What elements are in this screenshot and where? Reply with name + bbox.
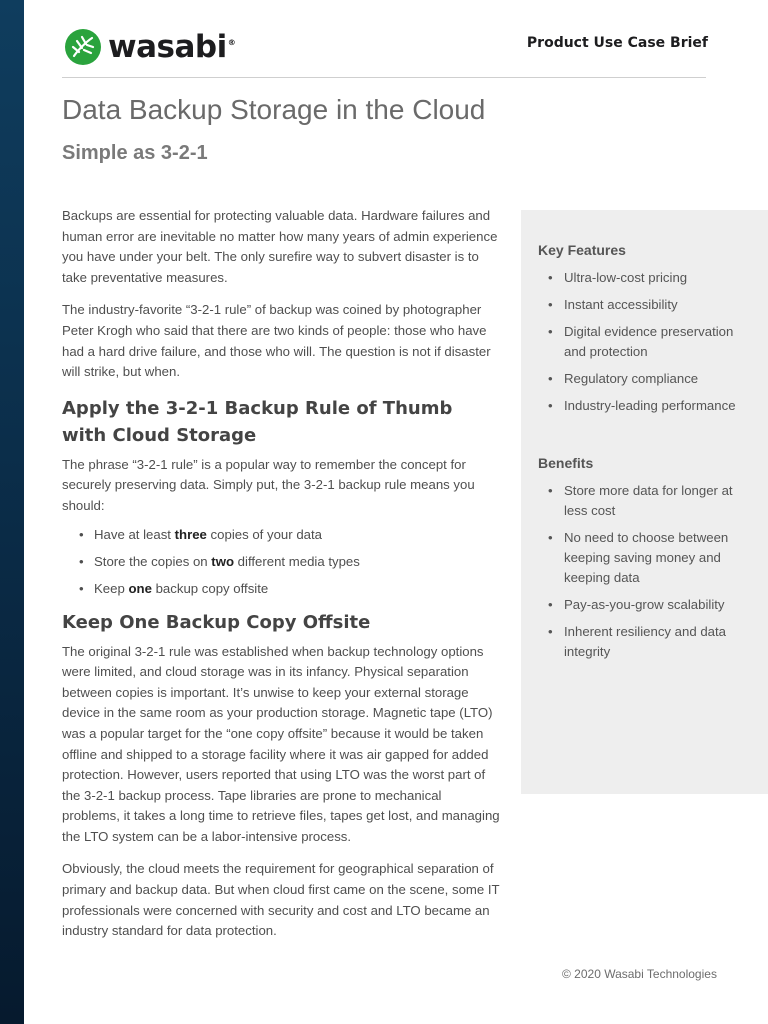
- rule-bullet-list: [62, 525, 502, 599]
- list-item: • Ultra-low-cost pricing: [548, 268, 748, 288]
- list-item: • Digital evidence preservation and protection: [548, 324, 734, 359]
- copyright-footer: © 2020 Wasabi Technologies: [562, 967, 717, 981]
- bullet-dot-icon: •: [79, 526, 84, 542]
- benefits-heading: Benefits: [538, 455, 594, 471]
- key-features-list: [548, 268, 748, 423]
- list-item: • Industry-leading performance: [548, 396, 748, 416]
- list-item: • Store more data for longer at less cost: [548, 483, 733, 518]
- bullet-dot-icon: •: [548, 324, 553, 339]
- main-column: [62, 206, 502, 954]
- wasabi-logo: [64, 28, 235, 66]
- list-item: • Inherent resiliency and data integrity: [548, 624, 727, 659]
- bullet-dot-icon: •: [548, 270, 553, 285]
- intro-paragraph: Backups are essential for protecting valuable data. Hardware failures and human error are inevitable no matter how many years of admin experience you have under your belt. The only surefire way to subvert disaster is to take preventative measures.: [62, 208, 498, 285]
- brief-type-label: Product Use Case Brief: [526, 35, 708, 51]
- header-divider: [62, 77, 706, 78]
- section-paragraph: The original 3-2-1 rule was established when backup technology options were limited, and cloud storage was in its infancy. Physical separation between copies is important. It’s unwise to keep your external storage device in the same room as your production storage. Magnetic tape (LTO) was a popular target for the “one copy offsite” because it would be taken offline and shipped to a storage facility where it was air gapped for added protection. However, users reported that using LTO was the worst part of the 3-2-1 backup process. Tape libraries are prone to mechanical problems, it takes a long time to retrieve files, tapes get lost, and managing the LTO system can be a labor-intensive process.: [62, 643, 500, 844]
- list-item: • Instant accessibility: [548, 295, 748, 315]
- benefits-list: [548, 481, 748, 669]
- bullet-dot-icon: •: [548, 483, 553, 498]
- section-paragraph: Obviously, the cloud meets the requirement for geographical separation of primary and backup data. But when cloud first came on the scene, some IT professionals were concerned with security and cost and LTO became an industry standard for data protection.: [62, 861, 500, 939]
- page-subtitle: Simple as 3-2-1: [62, 142, 208, 164]
- section-paragraph: The phrase “3-2-1 rule” is a popular way to remember the concept for securely preserving data. Simply put, the 3-2-1 backup rule means you should:: [62, 456, 475, 513]
- bullet-dot-icon: •: [79, 580, 84, 596]
- list-item: • Store the copies on two different media types: [62, 552, 502, 572]
- page-title: Data Backup Storage in the Cloud: [62, 94, 486, 125]
- bullet-dot-icon: •: [548, 297, 553, 312]
- list-item: • Keep one backup copy offsite: [62, 579, 502, 599]
- section-heading-backup-rule: Apply the 3-2-1 Backup Rule of Thumb with Cloud Storage: [62, 397, 453, 446]
- list-item: • No need to choose between keeping saving money and keeping data: [548, 530, 729, 585]
- key-features-heading: Key Features: [538, 242, 626, 258]
- left-accent-bar: [0, 0, 24, 1024]
- bullet-dot-icon: •: [548, 398, 553, 413]
- list-item: • Regulatory compliance: [548, 369, 748, 389]
- intro-paragraph: The industry-favorite “3-2-1 rule” of backup was coined by photographer Peter Krogh who said that there are two kinds of people: those who have had a hard drive failure, and those who will. The question is not if disaster will strike, but when.: [62, 302, 491, 380]
- section-heading-offsite: Keep One Backup Copy Offsite: [62, 611, 371, 633]
- bullet-dot-icon: •: [548, 624, 553, 639]
- bullet-dot-icon: •: [548, 597, 553, 612]
- bullet-dot-icon: •: [548, 371, 553, 386]
- list-item: • Have at least three copies of your data: [62, 525, 502, 545]
- wasabi-leaf-icon: [64, 28, 102, 66]
- logo-wordmark: wasabi®: [108, 29, 236, 65]
- bullet-dot-icon: •: [79, 553, 84, 569]
- sidebar-panel: [521, 210, 768, 794]
- bullet-dot-icon: •: [548, 530, 553, 545]
- list-item: • Pay-as-you-grow scalability: [548, 595, 748, 615]
